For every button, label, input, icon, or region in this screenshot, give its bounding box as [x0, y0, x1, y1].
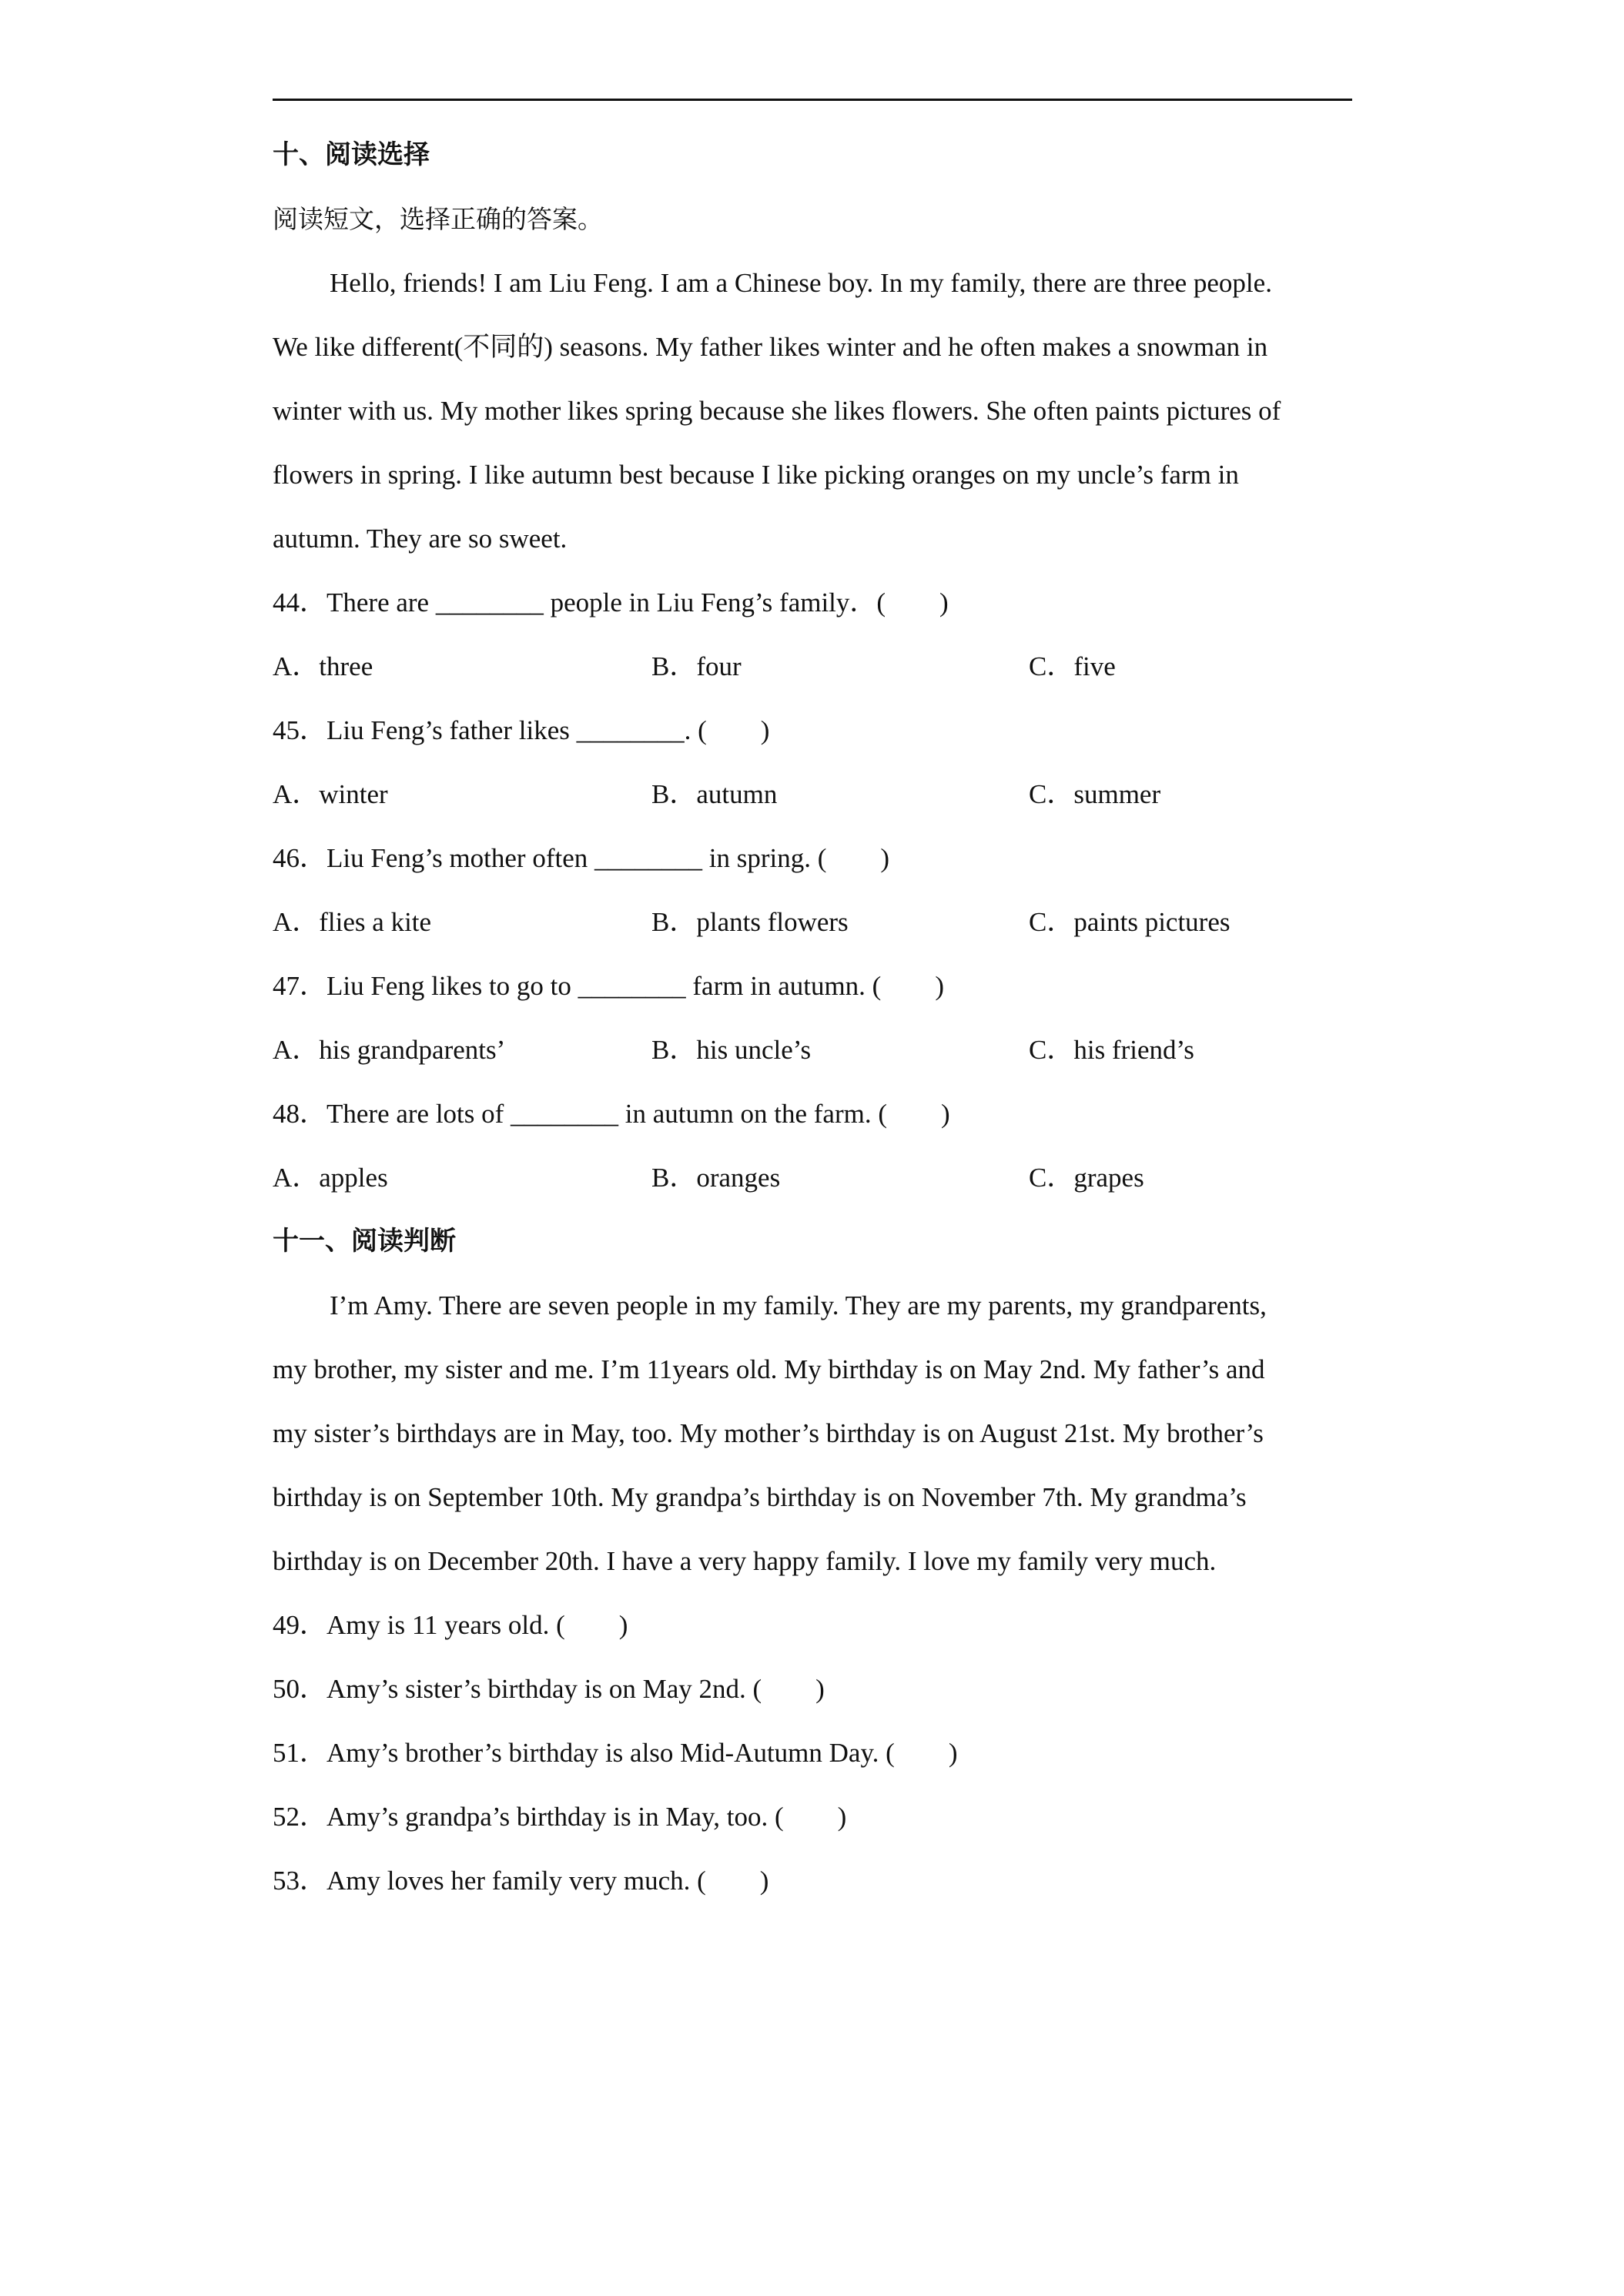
question-47	[273, 954, 1352, 1082]
question-text: 45．Liu Feng’s father likes ________. ( )	[273, 715, 770, 745]
section-10-heading: 十、阅读选择	[273, 139, 430, 170]
passage-line: autumn. They are so sweet.	[273, 524, 568, 554]
question-48	[273, 1082, 1352, 1210]
option-a[interactable]: A．apples	[273, 1163, 388, 1193]
statement-53: 53．Amy loves her family very much. ( )	[273, 1866, 769, 1896]
option-c[interactable]: C．his friend’s	[1029, 1035, 1194, 1065]
option-c[interactable]: C．paints pictures	[1029, 907, 1231, 937]
statement-49: 49．Amy is 11 years old. ( )	[273, 1610, 628, 1640]
option-a[interactable]: A．winter	[273, 779, 388, 809]
header-rule	[273, 99, 1352, 101]
section-10-passage	[273, 251, 1352, 571]
question-46	[273, 826, 1352, 954]
passage-line: flowers in spring. I like autumn best because I like picking oranges on my uncle’s farm in	[273, 460, 1239, 490]
question-44	[273, 571, 1352, 698]
option-a[interactable]: A．flies a kite	[273, 907, 432, 937]
statement-52: 52．Amy’s grandpa’s birthday is in May, too. ( )	[273, 1802, 847, 1832]
passage-line: my brother, my sister and me. I’m 11years old. My birthday is on May 2nd. My father’s and	[273, 1354, 1265, 1384]
passage-line: birthday is on December 20th. I have a very happy family. I love my family very much.	[273, 1546, 1217, 1576]
options-row	[273, 1146, 1352, 1210]
passage-line: I’m Amy. There are seven people in my family. They are my parents, my grandparents,	[330, 1290, 1267, 1320]
passage-line: birthday is on September 10th. My grandpa’s birthday is on November 7th. My grandma’s	[273, 1482, 1247, 1512]
options-row	[273, 762, 1352, 826]
option-c[interactable]: C．five	[1029, 651, 1116, 681]
section-11-heading: 十一、阅读判断	[273, 1226, 456, 1257]
options-row	[273, 890, 1352, 954]
statement-50: 50．Amy’s sister’s birthday is on May 2nd. ( )	[273, 1674, 825, 1704]
option-a[interactable]: A．three	[273, 651, 373, 681]
option-a[interactable]: A．his grandparents’	[273, 1035, 506, 1065]
question-45	[273, 698, 1352, 826]
page-content	[273, 123, 1352, 1913]
option-b[interactable]: B．four	[651, 651, 742, 681]
option-c[interactable]: C．summer	[1029, 779, 1161, 809]
question-text: 46．Liu Feng’s mother often ________ in spring. ( )	[273, 843, 890, 873]
option-b[interactable]: B．oranges	[651, 1163, 781, 1193]
question-text: 44．There are ________ people in Liu Feng’s family．( )	[273, 587, 949, 618]
section-11-passage	[273, 1274, 1352, 1593]
question-text: 47．Liu Feng likes to go to ________ farm in autumn. ( )	[273, 971, 944, 1001]
passage-line: Hello, friends! I am Liu Feng. I am a Chinese boy. In my family, there are three people.	[330, 268, 1272, 298]
option-b[interactable]: B．autumn	[651, 779, 778, 809]
passage-line: my sister’s birthdays are in May, too. My mother’s birthday is on August 21st. My brother’s	[273, 1418, 1264, 1448]
options-row	[273, 634, 1352, 698]
option-c[interactable]: C．grapes	[1029, 1163, 1144, 1193]
option-b[interactable]: B．plants flowers	[651, 907, 849, 937]
question-text: 48．There are lots of ________ in autumn on the farm. ( )	[273, 1099, 950, 1129]
options-row	[273, 1018, 1352, 1082]
passage-line: winter with us. My mother likes spring because she likes flowers. She often paints pictures of	[273, 396, 1281, 426]
statement-51: 51．Amy’s brother’s birthday is also Mid-Autumn Day. ( )	[273, 1738, 958, 1768]
section-10-instruction: 阅读短文，选择正确的答案。	[273, 204, 603, 234]
passage-line: We like different(不同的) seasons. My father likes winter and he often makes a snowman in	[273, 332, 1268, 362]
option-b[interactable]: B．his uncle’s	[651, 1035, 812, 1065]
